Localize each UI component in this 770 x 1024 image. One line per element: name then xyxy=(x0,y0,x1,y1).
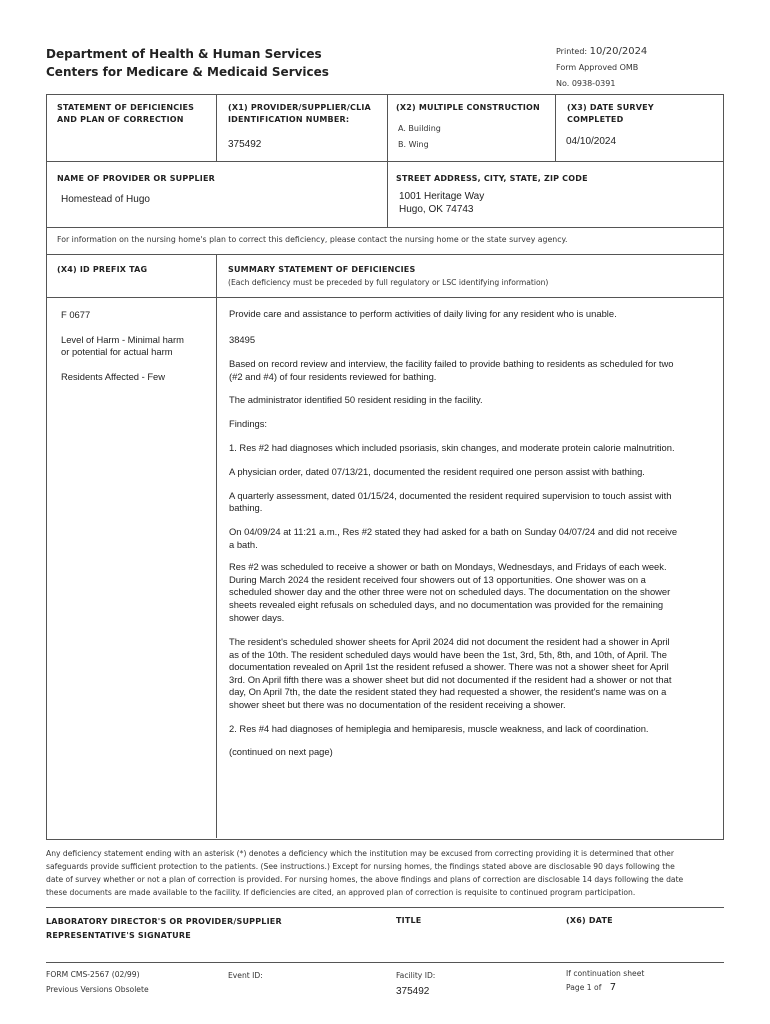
statement-label: STATEMENT OF DEFICIENCIES AND PLAN OF CORRECTION xyxy=(57,103,195,124)
signature-top-line xyxy=(46,907,724,908)
address-line-1: 1001 Heritage Way xyxy=(399,191,485,202)
divider-x1 xyxy=(216,94,217,161)
facility-id-value: 375492 xyxy=(396,986,430,997)
residents-affected: Residents Affected - Few xyxy=(61,370,166,382)
paragraph: Based on record review and interview, the facility failed to provide bathing to residents as scheduled for two (#2 and #4) of four residents reviewed for bathing. xyxy=(229,358,674,382)
divider-columns-body xyxy=(46,297,724,298)
printed-date: 10/20/2024 xyxy=(589,46,648,57)
department-heading xyxy=(46,45,329,81)
paragraph: 38495 xyxy=(229,333,256,345)
paragraph: Provide care and assistance to perform activities of daily living for any resident who is unable. xyxy=(229,308,617,319)
divider-x2 xyxy=(387,94,388,227)
form-number: FORM CMS-2567 (02/99) xyxy=(46,970,140,979)
paragraph: Res #2 was scheduled to receive a shower or bath on Mondays, Wednesdays, and Fridays of each week. During March 2024 the resident received four showers out of 13 opportunities. One shower was on a scheduled shower day and the other three were not on scheduled days. The documentation on the shower sheets revealed eight refusals on scheduled days, and no documentation was provided for the remaining shower days. xyxy=(229,561,671,623)
paragraph: A quarterly assessment, dated 01/15/24, documented the resident required supervision to touch assist with bathing. xyxy=(229,489,672,514)
x1-label: (X1) PROVIDER/SUPPLIER/CLIA IDENTIFICATION NUMBER: xyxy=(228,103,371,124)
x3-label: (X3) DATE SURVEY COMPLETED xyxy=(567,103,654,124)
paragraph: Findings: xyxy=(229,417,268,429)
divider-x3 xyxy=(555,94,556,161)
page-total: 7 xyxy=(609,982,617,993)
divider-info-row xyxy=(46,227,724,228)
page-of-label: Page 1 of xyxy=(566,983,602,992)
paragraph: On 04/09/24 at 11:21 a.m., Res #2 stated they had asked for a bath on Sunday 04/07/24 and did not receive a bath. xyxy=(229,525,678,550)
address-line-2: Hugo, OK 74743 xyxy=(399,204,474,215)
summary-label: SUMMARY STATEMENT OF DEFICIENCIES xyxy=(228,265,416,274)
paragraph: 1. Res #2 had diagnoses which included psoriasis, skin changes, and moderate protein calorie malnutrition. xyxy=(229,441,675,453)
x1-value: 375492 xyxy=(228,139,262,150)
x2-building: A. Building xyxy=(398,124,441,133)
info-line: For information on the nursing home's plan to correct this deficiency, please contact the nursing home or the state survey agency. xyxy=(57,235,568,244)
paragraph: 2. Res #4 had diagnoses of hemiplegia and hemiparesis, muscle weakness, and lack of coordination. xyxy=(229,722,649,734)
signature-label: LABORATORY DIRECTOR'S OR PROVIDER/SUPPLIER REPRESENTATIVE'S SIGNATURE xyxy=(46,917,282,940)
paragraph: The administrator identified 50 resident residing in the facility. xyxy=(229,394,483,406)
address-label: STREET ADDRESS, CITY, STATE, ZIP CODE xyxy=(396,174,588,183)
provider-name-label: NAME OF PROVIDER OR SUPPLIER xyxy=(57,174,216,183)
facility-id-label: Facility ID: xyxy=(396,971,436,980)
harm-level: Level of Harm - Minimal harm or potential for actual harm xyxy=(61,333,184,358)
paragraph: (continued on next page) xyxy=(229,746,333,758)
event-id-label: Event ID: xyxy=(228,971,263,980)
paragraph: The resident's scheduled shower sheets for April 2024 did not document the resident had a shower in April as of the 10th. The resident scheduled days would have been the 1st, 3rd, 5th, 8th, and 10th, of April. The documentation revealed on April 1st the resident refused a shower. There was not a shower sheet for April 3rd. On April fifth there was a shower sheet but did not documented if the resident had a shower or not that day, On April 7th, the date the resident stated they had requested a shower, the resident's name was on a shower sheet but there was no documentation of the resident receiving a shower. xyxy=(229,636,672,711)
omb-number: No. 0938-0391 xyxy=(556,79,616,88)
divider-columns-header xyxy=(46,254,724,255)
provider-name-value: Homestead of Hugo xyxy=(61,194,150,205)
x2-label: (X2) MULTIPLE CONSTRUCTION xyxy=(396,103,540,112)
print-info xyxy=(556,44,647,92)
title-label: TITLE xyxy=(396,916,422,925)
x2-wing: B. Wing xyxy=(398,140,429,149)
left-column xyxy=(61,309,213,383)
summary-sub: (Each deficiency must be preceded by full regulatory or LSC identifying information) xyxy=(228,278,549,287)
divider-provider-row xyxy=(46,161,724,162)
disclaimer: Any deficiency statement ending with an asterisk (*) denotes a deficiency which the institution may be excused from correcting providing it is determined that other safeguards provide sufficient protection to the patients. (See instructions.) Except for nursing homes, the findings stated above are disclosable 90 days following the date of survey whether or not a plan of correction is provided. For nursing homes, the above findings and plans of correction are disclosable 14 days following the date these documents are made available to the facility. If deficiencies are cited, an approved plan of correction is requisite to continued program participation. xyxy=(46,849,684,897)
department-line-1: Department of Health & Human Services xyxy=(46,47,322,61)
signature-bottom-line xyxy=(46,962,724,963)
x3-value: 04/10/2024 xyxy=(566,136,617,147)
summary-body xyxy=(229,308,717,771)
tag-value: F 0677 xyxy=(61,309,91,320)
form-approved: Form Approved OMB xyxy=(556,63,639,72)
divider-left-column xyxy=(216,254,217,838)
previous-versions: Previous Versions Obsolete xyxy=(46,985,149,994)
x4-label: (X4) ID PREFIX TAG xyxy=(57,265,148,274)
department-line-2: Centers for Medicare & Medicaid Services xyxy=(46,65,329,79)
printed-label: Printed: xyxy=(556,47,588,56)
page-label xyxy=(566,981,616,994)
paragraph: A physician order, dated 07/13/21, documented the resident required one person assist with bathing. xyxy=(229,466,645,478)
date-label: (X6) DATE xyxy=(566,916,613,925)
continuation-label: If continuation sheet xyxy=(566,969,645,978)
